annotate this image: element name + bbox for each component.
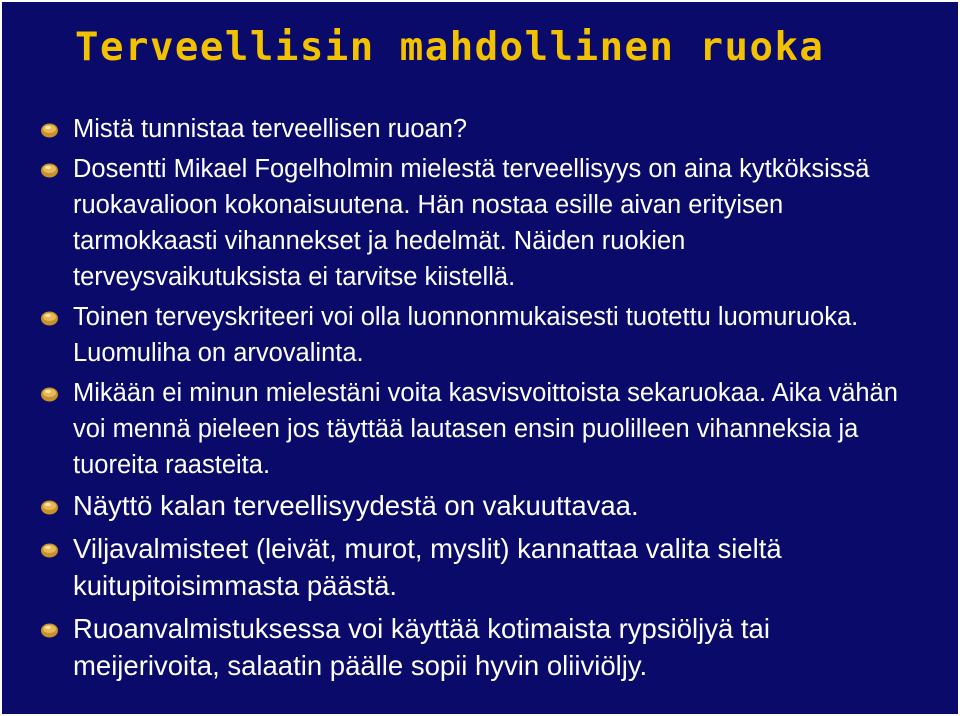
bullet-text: Mistä tunnistaa terveellisen ruoan? (73, 115, 468, 143)
bullet-text: Toinen terveyskriteeri voi olla luonnonmukaisesti tuotettu luomuruoka. Luomuliha on arvovalinta. (73, 303, 859, 367)
bullet-icon (40, 122, 59, 139)
bullet-item-3 (2, 299, 952, 371)
bullet-icon (40, 622, 59, 639)
bullet-icon (40, 310, 59, 327)
bullet-text: Ruoanvalmistuksessa voi käyttää kotimaista rypsiöljyä tai meijerivoita, salaatin päälle sopii hyvin oliiviöljy. (73, 612, 770, 681)
bullet-icon (40, 162, 59, 179)
bullet-text: Dosentti Mikael Fogelholmin mielestä terveellisyys on aina kytköksissä ruokavalioon kokonaisuutena. Hän nostaa esille aivan erityisen tarmokkaasti vihannekset ja hedelmät. Näiden ruokien terveysvaikutuksista ei tarvitse kiistellä. (73, 155, 870, 291)
bullet-item-7 (2, 610, 952, 685)
bullet-text: Näyttö kalan terveellisyydestä on vakuuttavaa. (73, 490, 639, 521)
bullet-icon (40, 386, 59, 403)
bullet-text: Viljavalmisteet (leivät, murot, myslit) kannattaa valita sieltä kuitupitoisimmasta päästä. (73, 532, 782, 601)
bullet-item-2 (2, 151, 952, 295)
bullet-icon (40, 542, 59, 559)
bullet-item-4 (2, 375, 952, 483)
bullet-list (2, 111, 952, 690)
bullet-text: Mikään ei minun mielestäni voita kasvisvoittoista sekaruokaa. Aika vähän voi mennä pieleen jos täyttää lautasen ensin puolilleen vihanneksia ja tuoreita raasteita. (73, 379, 898, 479)
bullet-item-5 (2, 487, 952, 525)
bullet-item-1 (2, 111, 952, 147)
slide (2, 2, 958, 714)
slide-title: Terveellisin mahdollinen ruoka (75, 25, 825, 70)
bullet-item-6 (2, 530, 952, 605)
bullet-icon (40, 499, 59, 516)
